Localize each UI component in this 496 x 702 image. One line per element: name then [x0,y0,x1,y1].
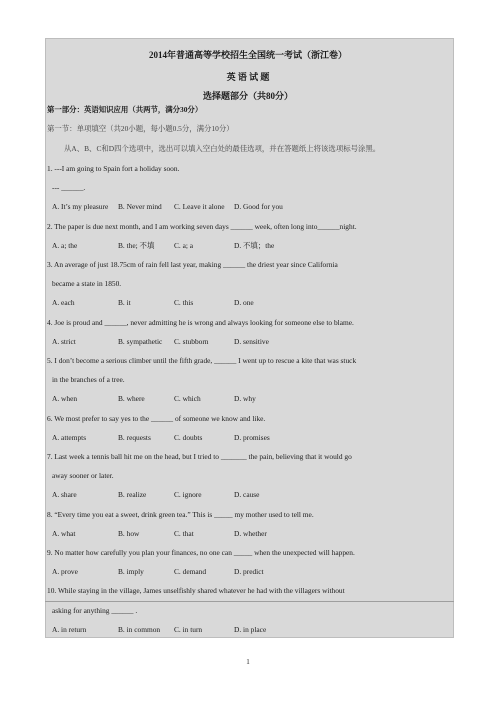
part-heading: 第一部分：英语知识应用（共两节，满分30分） [47,105,203,114]
answer-option: A. prove [52,567,78,577]
answer-option: D. sensitive [234,336,269,346]
answer-option: D. cause [234,490,260,500]
answer-option: B. how [118,528,140,538]
exam-title: 2014年普通高等学校招生全国统一考试（浙江卷） [148,50,347,60]
answer-option: D. why [234,394,256,404]
question-stem: 5. I don’t become a serious climber until the fifth grade, ______ I went up to rescue a kite that was stuck [47,356,357,365]
question-stem: 4. Joe is proud and ______, never admitting he is wrong and always looking for someone else to blame. [47,317,354,327]
answer-option: A. It’s my pleasure [52,202,109,212]
sub-heading: 第一节：单项填空（共20小题，每小题0.5分，满分10分） [47,124,234,133]
answer-option: C. doubts [174,432,203,442]
answer-option: A. when [52,394,78,404]
answer-option: D. in place [234,624,267,634]
answer-option: D. 不填；the [234,240,275,250]
answer-option: D. whether [234,528,267,538]
question-stem: 2. The paper is due next month, and I am working seven days ______ week, often long into______night. [47,221,357,231]
answer-option: D. predict [234,567,264,577]
question-stem: 8. “Every time you eat a sweet, drink green tea.” This is _____ my mother used to tell me. [47,509,314,519]
answer-option: C. demand [174,567,207,577]
answer-option: B. Never mind [118,202,162,212]
answer-option: A. a; the [52,240,78,250]
answer-option: A. attempts [52,432,87,442]
answer-option: A. share [52,490,77,500]
question-stem: 3. An average of just 18.75cm of rain fell last year, making ______ the driest year since California [47,260,338,269]
question-stem: 10. While staying in the village, James unselfishly shared whatever he had with the villagers without [47,586,345,596]
answer-option: D. one [234,298,254,308]
answer-option: A. strict [52,336,76,346]
question-stem-continuation: away sooner or later. [52,471,114,481]
answer-option: C. Leave it alone [174,202,225,212]
answer-option: C. stubborn [174,336,209,346]
divider-line [45,601,454,602]
question-stem-continuation: --- ______. [52,183,86,193]
answer-option: B. sympathetic [118,336,163,346]
page-number: 1 [246,658,250,666]
answer-option: C. a; a [174,240,194,250]
answer-option: A. each [52,298,75,308]
question-stem-continuation: asking for anything ______ . [52,605,138,615]
question-stem: 1. ---I am going to Spain fort a holiday soon. [47,164,180,173]
answer-option: C. in turn [174,624,203,634]
instructions: 从A、B、C和D四个选项中，选出可以填入空白处的最佳选项，并在答题纸上将该选项标号涂黑。 [64,144,381,153]
question-stem-continuation: in the branches of a tree. [52,375,125,385]
answer-option: B. realize [118,490,147,500]
question-stem: 9. No matter how carefully you plan your finances, no one can _____ when the unexpected will happen. [47,548,355,557]
answer-option: B. in common [118,624,161,634]
answer-option: C. that [174,528,194,538]
question-stem: 7. Last week a tennis ball hit me on the head, but I tried to _______ the pain, believing that it would go [47,452,352,461]
exam-subject: 英 语 试 题 [226,72,270,82]
section-title: 选择题部分（共80分） [202,91,293,101]
answer-option: B. the; 不填 [118,240,155,250]
answer-option: B. where [118,394,145,404]
answer-option: A. in return [52,624,87,634]
answer-option: B. it [118,298,131,308]
answer-option: D. Good for you [234,202,283,212]
answer-option: A. what [52,528,76,538]
answer-option: D. promises [234,432,270,442]
answer-option: C. this [174,298,194,308]
question-stem: 6. We most prefer to say yes to the ______ of someone we know and like. [47,413,266,423]
answer-option: C. ignore [174,490,202,500]
answer-option: B. requests [118,432,151,442]
answer-option: B. imply [118,567,144,577]
question-stem-continuation: became a state in 1850. [52,279,122,289]
answer-option: C. which [174,394,201,404]
